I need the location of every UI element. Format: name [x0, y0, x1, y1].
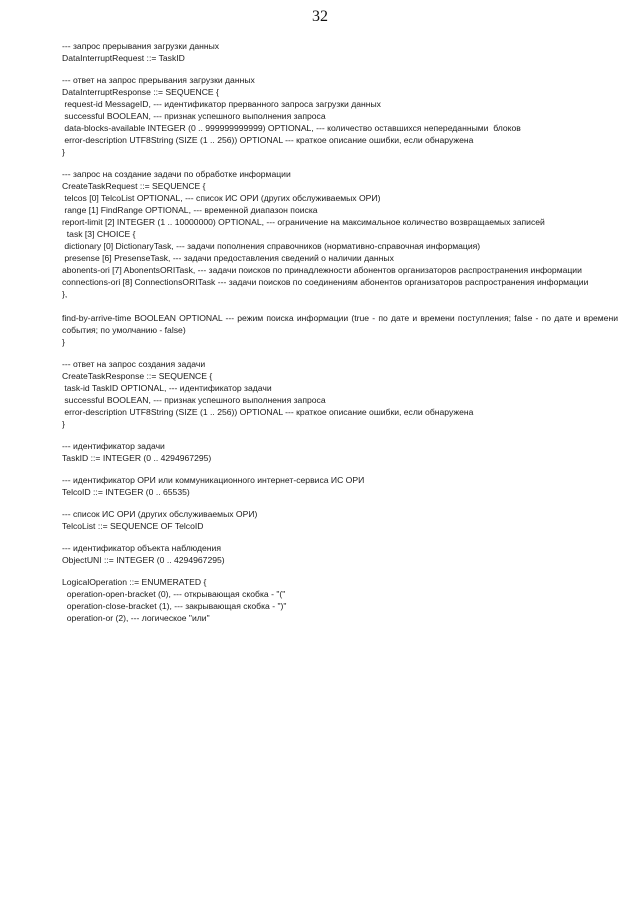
field-line: telcos [0] TelcoList OPTIONAL, --- список ИС ОРИ (других обслуживаемых ОРИ)	[62, 193, 381, 203]
field-line: successful BOOLEAN, --- признак успешного выполнения запроса	[62, 395, 326, 405]
comment-line: --- ответ на запрос создания задачи	[62, 359, 206, 369]
definition-line: TelcoList ::= SEQUENCE OF TelcoID	[62, 521, 204, 531]
closing-brace: }	[62, 337, 65, 347]
comment-line: --- запрос прерывания загрузки данных	[62, 41, 220, 51]
section-data-interrupt-response	[62, 74, 618, 158]
field-line: successful BOOLEAN, --- признак успешного выполнения запроса	[62, 111, 326, 121]
section-object-uni	[62, 542, 618, 566]
field-line: operation-open-bracket (0), --- открывающая скобка - "("	[62, 589, 286, 599]
section-task-id	[62, 440, 618, 464]
definition-line: DataInterruptRequest ::= TaskID	[62, 53, 185, 63]
definition-line: LogicalOperation ::= ENUMERATED {	[62, 577, 207, 587]
field-line: presense [6] PresenseTask, --- задачи предоставления сведений о наличии данных	[62, 253, 394, 263]
section-create-task-request	[62, 168, 618, 348]
field-line-wrapped: find-by-arrive-time BOOLEAN OPTIONAL --- режим поиска информации (true - по дате и времени поступления; false - по дате и времени события; по умолчанию - false)	[62, 313, 618, 335]
section-logical-operation	[62, 576, 618, 624]
field-line: error-description UTF8String (SIZE (1 .. 256)) OPTIONAL --- краткое описание ошибки, если обнаружена	[62, 407, 474, 417]
comment-line: --- ответ на запрос прерывания загрузки данных	[62, 75, 255, 85]
definition-line: TaskID ::= INTEGER (0 .. 4294967295)	[62, 453, 212, 463]
field-line: data-blocks-available INTEGER (0 .. 999999999999) OPTIONAL, --- количество оставшихся непереданными блоков	[62, 123, 521, 133]
field-line: operation-close-bracket (1), --- закрывающая скобка - ")"	[62, 601, 287, 611]
comment-line: --- список ИС ОРИ (других обслуживаемых ОРИ)	[62, 509, 258, 519]
section-telco-id	[62, 474, 618, 498]
comment-line: --- идентификатор объекта наблюдения	[62, 543, 222, 553]
closing-brace: }	[62, 147, 65, 157]
field-line: operation-or (2), --- логическое "или"	[62, 613, 210, 623]
field-line: range [1] FindRange OPTIONAL, --- временной диапазон поиска	[62, 205, 318, 215]
definition-line: ObjectUNI ::= INTEGER (0 .. 4294967295)	[62, 555, 225, 565]
definition-line: CreateTaskResponse ::= SEQUENCE {	[62, 371, 213, 381]
closing-brace: },	[62, 289, 68, 299]
field-line: task [3] CHOICE {	[62, 229, 136, 239]
definition-line: DataInterruptResponse ::= SEQUENCE {	[62, 87, 219, 97]
field-line: error-description UTF8String (SIZE (1 .. 256)) OPTIONAL --- краткое описание ошибки, если обнаружена	[62, 135, 474, 145]
field-line: task-id TaskID OPTIONAL, --- идентификатор задачи	[62, 383, 272, 393]
field-line: request-id MessageID, --- идентификатор прерванного запроса загрузки данных	[62, 99, 381, 109]
field-line: dictionary [0] DictionaryTask, --- задачи пополнения справочников (нормативно-справочная информация)	[62, 241, 481, 251]
field-line-wrapped: connections-ori [8] ConnectionsORITask --- задачи поисков по соединениям абонентов организаторов распространения информации	[62, 277, 589, 287]
document-body	[62, 40, 618, 624]
page-number: 32	[312, 8, 328, 25]
section-telco-list	[62, 508, 618, 532]
section-create-task-response	[62, 358, 618, 430]
field-line-wrapped: abonents-ori [7] AbonentsORITask, --- задачи поисков по принадлежности абонентов организаторов распространения информации	[62, 265, 582, 275]
section-data-interrupt-request	[62, 40, 618, 64]
comment-line: --- идентификатор задачи	[62, 441, 165, 451]
comment-line: --- запрос на создание задачи по обработке информации	[62, 169, 291, 179]
comment-line: --- идентификатор ОРИ или коммуникационного интернет-сервиса ИС ОРИ	[62, 475, 365, 485]
closing-brace: }	[62, 419, 65, 429]
definition-line: TelcoID ::= INTEGER (0 .. 65535)	[62, 487, 190, 497]
field-line-wrapped: report-limit [2] INTEGER (1 .. 10000000) OPTIONAL, --- ограничение на максимальное количество возвращаемых записей	[62, 217, 545, 227]
definition-line: CreateTaskRequest ::= SEQUENCE {	[62, 181, 206, 191]
